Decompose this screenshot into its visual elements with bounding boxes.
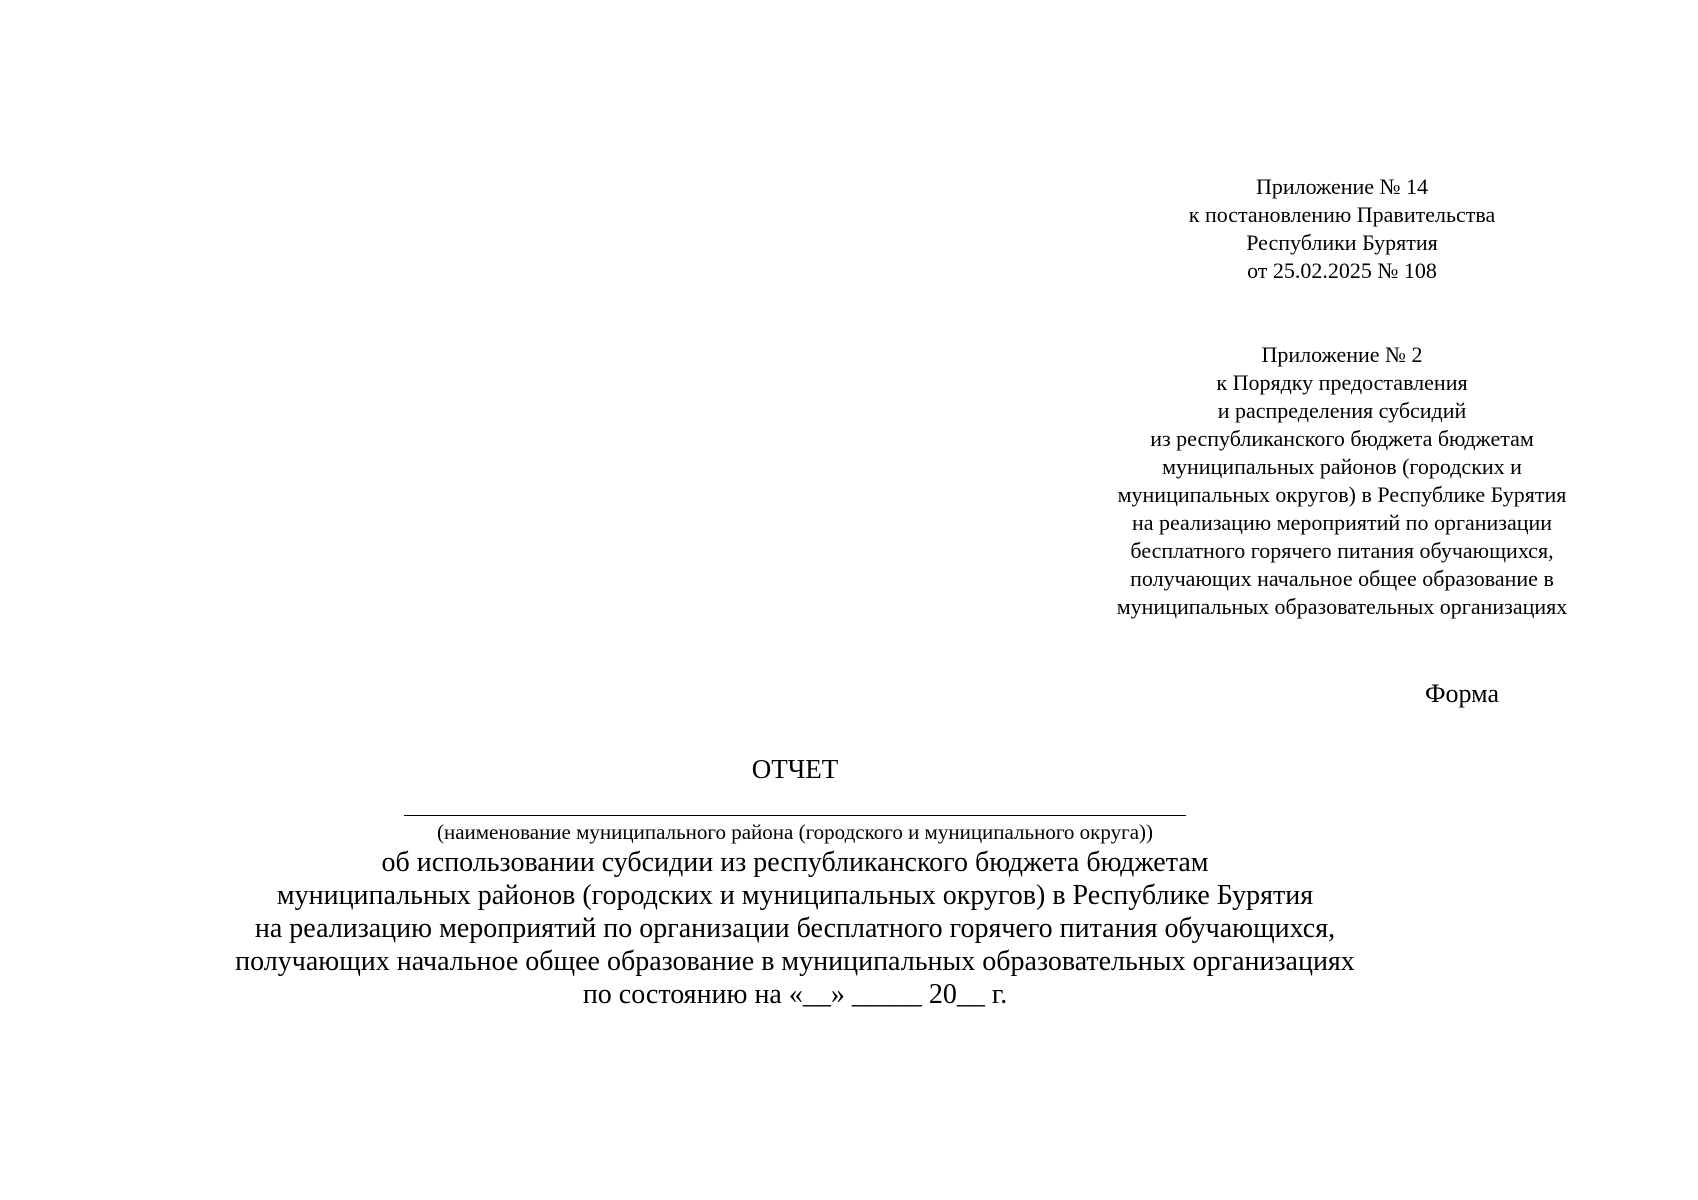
appendix-2-number: Приложение № 2	[1261, 342, 1423, 367]
municipality-name-line	[404, 815, 1186, 816]
appendix-14-reference: к постановлению Правительства	[1188, 202, 1496, 227]
appendix-2-line: и распределения субсидий	[1217, 398, 1467, 423]
report-date-line: по состоянию на «__» _____ 20__ г.	[582, 979, 1008, 1010]
appendix-14-republic: Республики Бурятия	[1246, 230, 1438, 255]
appendix-2-line: бесплатного горячего питания обучающихся,	[1130, 538, 1554, 563]
appendix-2-line: к Порядку предоставления	[1216, 370, 1468, 395]
appendix-2-line: муниципальных округов) в Республике Бурятия	[1117, 482, 1567, 507]
appendix-2-line: муниципальных районов (городских и	[1162, 454, 1522, 479]
appendix-2-line: на реализацию мероприятий по организации	[1131, 510, 1553, 535]
report-body-line: об использовании субсидии из республиканского бюджета бюджетам	[381, 847, 1209, 878]
appendix-2-line: муниципальных образовательных организациях	[1116, 594, 1568, 619]
report-body-line: получающих начальное общее образование в муниципальных образовательных организациях	[235, 946, 1355, 977]
report-body-line: муниципальных районов (городских и муниципальных округов) в Республике Бурятия	[276, 880, 1314, 911]
form-label: Форма	[1425, 679, 1499, 708]
report-title: ОТЧЕТ	[751, 754, 839, 784]
appendix-2-line: из республиканского бюджета бюджетам	[1150, 426, 1534, 451]
appendix-2-line: получающих начальное общее образование в	[1130, 566, 1554, 591]
municipality-name-caption: (наименование муниципального района (городского и муниципального округа))	[436, 820, 1154, 844]
appendix-14-date: от 25.02.2025 № 108	[1247, 258, 1437, 283]
appendix-14-number: Приложение № 14	[1255, 174, 1429, 199]
report-body-line: на реализацию мероприятий по организации бесплатного горячего питания обучающихся,	[254, 913, 1336, 944]
